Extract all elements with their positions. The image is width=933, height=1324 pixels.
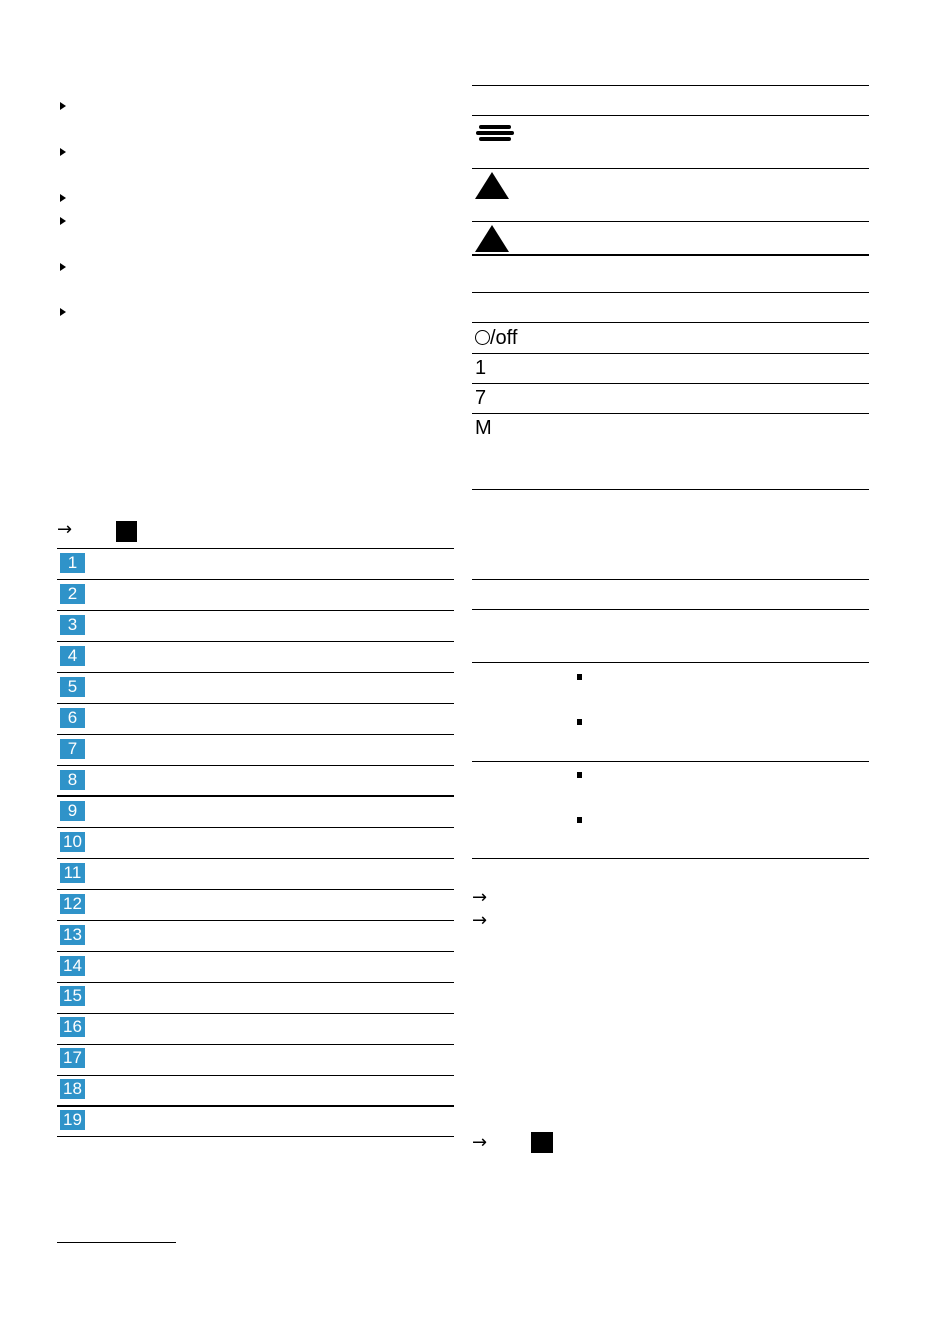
table-rule [57, 1044, 454, 1045]
legend-badge: 13 [60, 925, 85, 945]
legend-badge: 5 [60, 677, 85, 697]
table-rule [472, 221, 869, 222]
table-rule [57, 1136, 454, 1137]
legend-badge: 15 [60, 986, 85, 1006]
table-rule [57, 1013, 454, 1014]
table-rule [57, 1105, 454, 1107]
figure-reference-box [116, 521, 137, 542]
arrow-right-icon: → [57, 519, 73, 540]
table-rule [472, 579, 869, 580]
table-rule [57, 858, 454, 859]
table-rule [472, 662, 869, 663]
legend-badge: 7 [60, 739, 85, 759]
warning-icon [475, 225, 509, 252]
setting-m-label: M [475, 417, 492, 439]
table-rule [472, 322, 869, 323]
legend-badge: 11 [60, 863, 85, 883]
square-bullet-icon [577, 817, 582, 823]
table-rule [57, 920, 454, 921]
table-rule [472, 609, 869, 610]
table-rule [57, 548, 454, 549]
legend-badge: 12 [60, 894, 85, 914]
footnote-rule [57, 1242, 176, 1243]
table-rule [57, 951, 454, 952]
legend-badge: 19 [60, 1110, 85, 1130]
table-rule [472, 292, 869, 293]
table-rule [472, 254, 869, 256]
table-rule [472, 115, 869, 116]
square-bullet-icon [577, 719, 582, 725]
legend-badge: 4 [60, 646, 85, 666]
bullet-marker-icon [60, 308, 66, 316]
bullet-marker-icon [60, 148, 66, 156]
bullet-marker-icon [60, 194, 66, 202]
arrow-right-icon: → [472, 910, 488, 931]
table-rule [57, 765, 454, 766]
table-rule [57, 672, 454, 673]
legend-badge: 8 [60, 770, 85, 790]
table-rule [472, 85, 869, 86]
table-rule [57, 982, 454, 983]
bullet-marker-icon [60, 102, 66, 110]
table-rule [472, 858, 869, 859]
legend-badge: 16 [60, 1017, 85, 1037]
table-rule [57, 889, 454, 890]
table-rule [472, 353, 869, 354]
square-bullet-icon [577, 674, 582, 680]
warning-icon [475, 172, 509, 199]
arrow-right-icon: → [472, 887, 488, 908]
legend-badge: 14 [60, 956, 85, 976]
legend-badge: 9 [60, 801, 85, 821]
arrow-right-icon: → [472, 1132, 488, 1153]
setting-one-label: 1 [475, 357, 487, 379]
table-rule [57, 579, 454, 580]
table-rule [472, 489, 869, 490]
table-rule [472, 761, 869, 762]
table-rule [57, 703, 454, 704]
table-rule [472, 413, 869, 414]
table-rule [57, 641, 454, 642]
bullet-marker-icon [60, 263, 66, 271]
figure-reference-box [531, 1132, 553, 1153]
bullet-marker-icon [60, 217, 66, 225]
legend-badge: 10 [60, 832, 85, 852]
table-rule [57, 827, 454, 828]
table-rule [472, 168, 869, 169]
table-rule [57, 795, 454, 797]
setting-off-label: /off [475, 326, 517, 350]
square-bullet-icon [577, 772, 582, 778]
off-circle-icon [475, 330, 490, 345]
table-rule [57, 1075, 454, 1076]
table-rule [472, 383, 869, 384]
setting-seven-label: 7 [475, 387, 487, 409]
legend-badge: 17 [60, 1048, 85, 1068]
table-rule [57, 610, 454, 611]
legend-badge: 18 [60, 1079, 85, 1099]
legend-badge: 6 [60, 708, 85, 728]
legend-badge: 2 [60, 584, 85, 604]
table-rule [57, 734, 454, 735]
legend-badge: 3 [60, 615, 85, 635]
legend-badge: 1 [60, 553, 85, 573]
